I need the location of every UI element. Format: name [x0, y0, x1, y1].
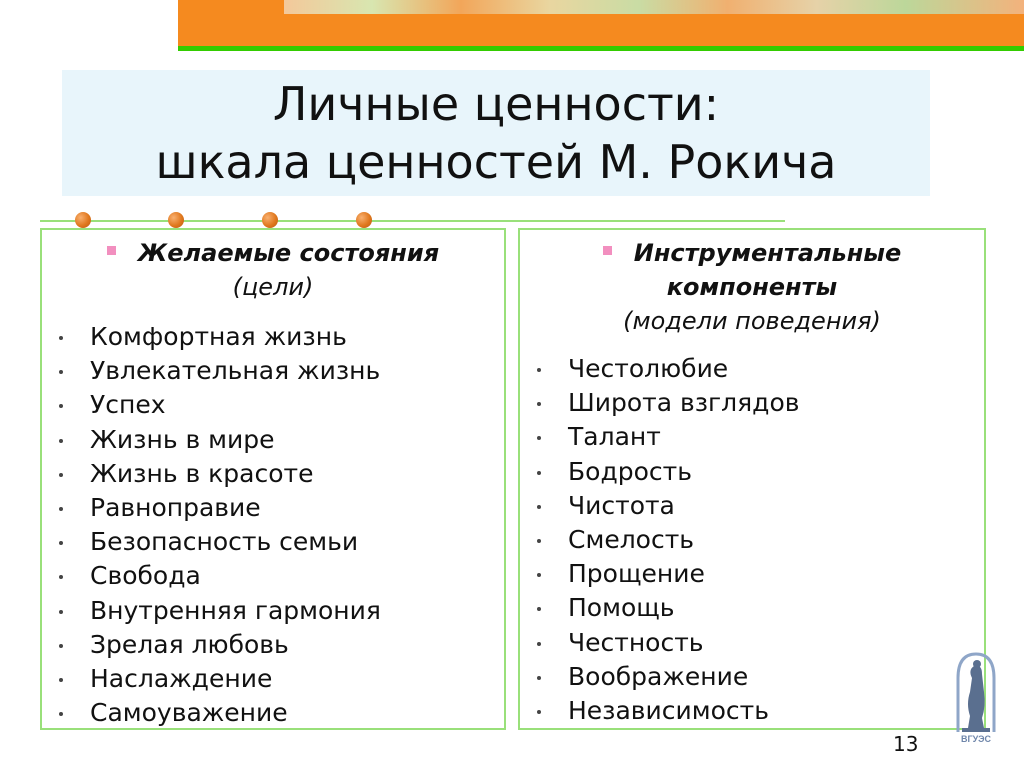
list-item: Увлекательная жизнь: [42, 354, 504, 388]
list-item: Успех: [42, 388, 504, 422]
list-item: Зрелая любовь: [42, 628, 504, 662]
list-item: Комфортная жизнь: [42, 320, 504, 354]
slide-title-line2: шкала ценностей М. Рокича: [155, 135, 837, 189]
right-heading-text-line1: Инструментальные: [633, 239, 902, 267]
decorative-dot: [356, 212, 372, 228]
right-column: [518, 228, 986, 730]
header-green-line: [178, 46, 1024, 51]
list-item: Помощь: [520, 591, 984, 625]
slide-title-line1: Личные ценности:: [272, 77, 720, 131]
list-item: Жизнь в мире: [42, 423, 504, 457]
right-heading-text-line2: компоненты: [666, 273, 838, 301]
list-item: Воображение: [520, 660, 984, 694]
left-column: [40, 228, 506, 730]
university-logo-icon: [952, 648, 1000, 744]
list-item: Равноправие: [42, 491, 504, 525]
list-item: Бодрость: [520, 455, 984, 489]
page-number: 13: [893, 732, 919, 756]
left-column-subheading: (цели): [232, 273, 314, 301]
list-item: Свобода: [42, 559, 504, 593]
list-item: Чистота: [520, 489, 984, 523]
decorative-dot: [262, 212, 278, 228]
list-item: Талант: [520, 420, 984, 454]
right-column-heading: [520, 236, 984, 270]
logo-text: ВГУЭС: [961, 734, 991, 744]
list-item: Смелость: [520, 523, 984, 557]
right-values-list: [520, 352, 984, 728]
list-item: Независимость: [520, 694, 984, 728]
decorative-line: [40, 220, 785, 222]
list-item: Прощение: [520, 557, 984, 591]
decorative-dot: [75, 212, 91, 228]
square-bullet-icon: [107, 246, 116, 255]
header-orange-band: [178, 14, 1024, 46]
left-column-heading: [42, 236, 504, 270]
right-column-subheading: (модели поведения): [623, 307, 881, 335]
square-bullet-icon: [603, 246, 612, 255]
left-values-list: [42, 320, 504, 730]
list-item: Наслаждение: [42, 662, 504, 696]
left-heading-text: Желаемые состояния: [137, 239, 440, 267]
list-item: Самоуважение: [42, 696, 504, 730]
list-item: Жизнь в красоте: [42, 457, 504, 491]
list-item: Безопасность семьи: [42, 525, 504, 559]
decorative-dot: [168, 212, 184, 228]
list-item: Широта взглядов: [520, 386, 984, 420]
list-item: Внутренняя гармония: [42, 594, 504, 628]
title-box: [62, 70, 930, 196]
list-item: Честолюбие: [520, 352, 984, 386]
list-item: Честность: [520, 626, 984, 660]
